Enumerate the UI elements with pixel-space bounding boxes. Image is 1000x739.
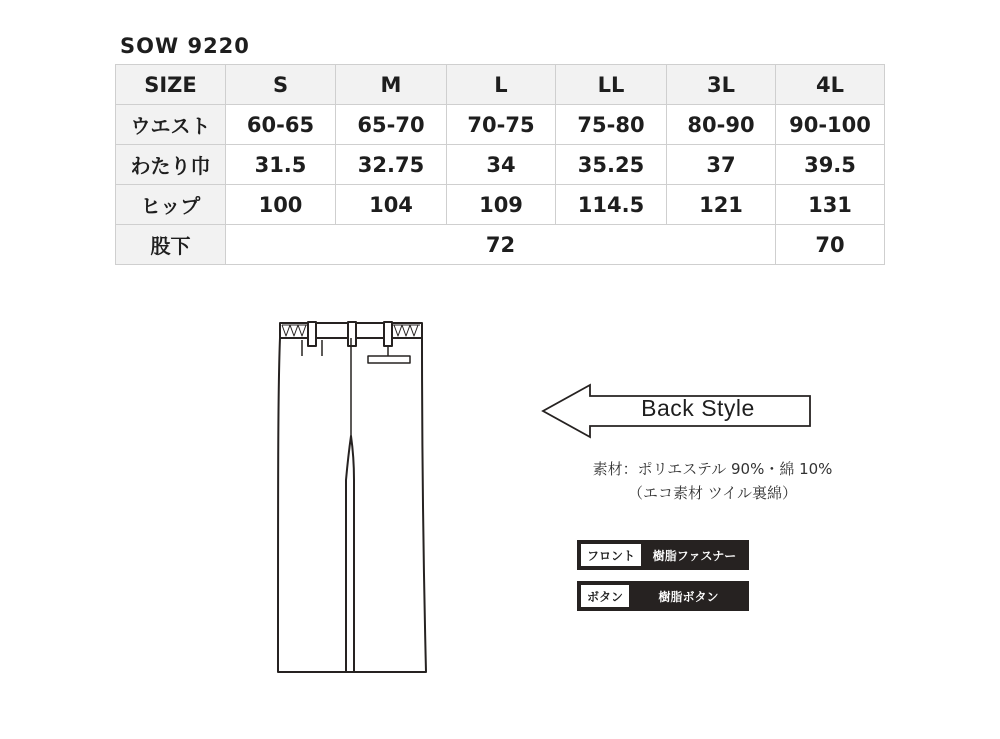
model-number: SOW 9220 (120, 34, 250, 58)
spec-front-value: 樹脂ファスナー (652, 548, 737, 563)
spec-button-label: ボタン (581, 585, 629, 607)
size-header-3l: 3L (667, 65, 776, 105)
size-header-m: M (336, 65, 447, 105)
material-info (560, 457, 865, 505)
size-table (115, 64, 885, 265)
pants-back-diagram (270, 318, 430, 678)
pants-outline (278, 338, 426, 672)
hip-row (116, 185, 885, 225)
thigh-cell: 32.75 (336, 145, 447, 185)
waist-cell: 70-75 (447, 105, 556, 145)
hip-cell: 114.5 (556, 185, 667, 225)
waist-cell: 60-65 (226, 105, 336, 145)
back-pocket (368, 356, 410, 363)
belt-loop (384, 322, 392, 346)
belt-loop (348, 322, 356, 346)
thigh-cell: 31.5 (226, 145, 336, 185)
material-note: （エコ素材 ツイル裏綿） (627, 484, 798, 502)
hip-label: ヒップ (116, 185, 226, 225)
waist-label: ウエスト (116, 105, 226, 145)
size-header-l: L (447, 65, 556, 105)
size-header-s: S (226, 65, 336, 105)
spec-front-label: フロント (581, 544, 641, 566)
inseam-row (116, 225, 885, 265)
size-header-label: SIZE (116, 65, 226, 105)
hip-cell: 104 (336, 185, 447, 225)
material-line: 素材：ポリエステル 90%・綿 10% (592, 460, 833, 478)
inseam-label: 股下 (116, 225, 226, 265)
back-style-label: Back Style (641, 395, 755, 421)
size-header-4l: 4L (776, 65, 885, 105)
spec-button (577, 581, 749, 611)
thigh-cell: 37 (667, 145, 776, 185)
belt-loop (308, 322, 316, 346)
thigh-row (116, 145, 885, 185)
inseam-cell: 70 (776, 225, 885, 265)
hip-cell: 100 (226, 185, 336, 225)
hip-cell: 109 (447, 185, 556, 225)
hip-cell: 131 (776, 185, 885, 225)
size-header-row (116, 65, 885, 105)
waist-cell: 80-90 (667, 105, 776, 145)
waistband-stitch-left (282, 325, 306, 336)
spec-front (577, 540, 749, 570)
waistband-stitch-right (394, 325, 418, 336)
size-header-ll: LL (556, 65, 667, 105)
thigh-label: わたり巾 (116, 145, 226, 185)
spec-button-value: 樹脂ボタン (658, 589, 719, 604)
waist-cell: 90-100 (776, 105, 885, 145)
waist-cell: 75-80 (556, 105, 667, 145)
thigh-cell: 39.5 (776, 145, 885, 185)
thigh-cell: 34 (447, 145, 556, 185)
inseam-cell: 72 (226, 225, 776, 265)
thigh-cell: 35.25 (556, 145, 667, 185)
hip-cell: 121 (667, 185, 776, 225)
waist-cell: 65-70 (336, 105, 447, 145)
waist-row (116, 105, 885, 145)
